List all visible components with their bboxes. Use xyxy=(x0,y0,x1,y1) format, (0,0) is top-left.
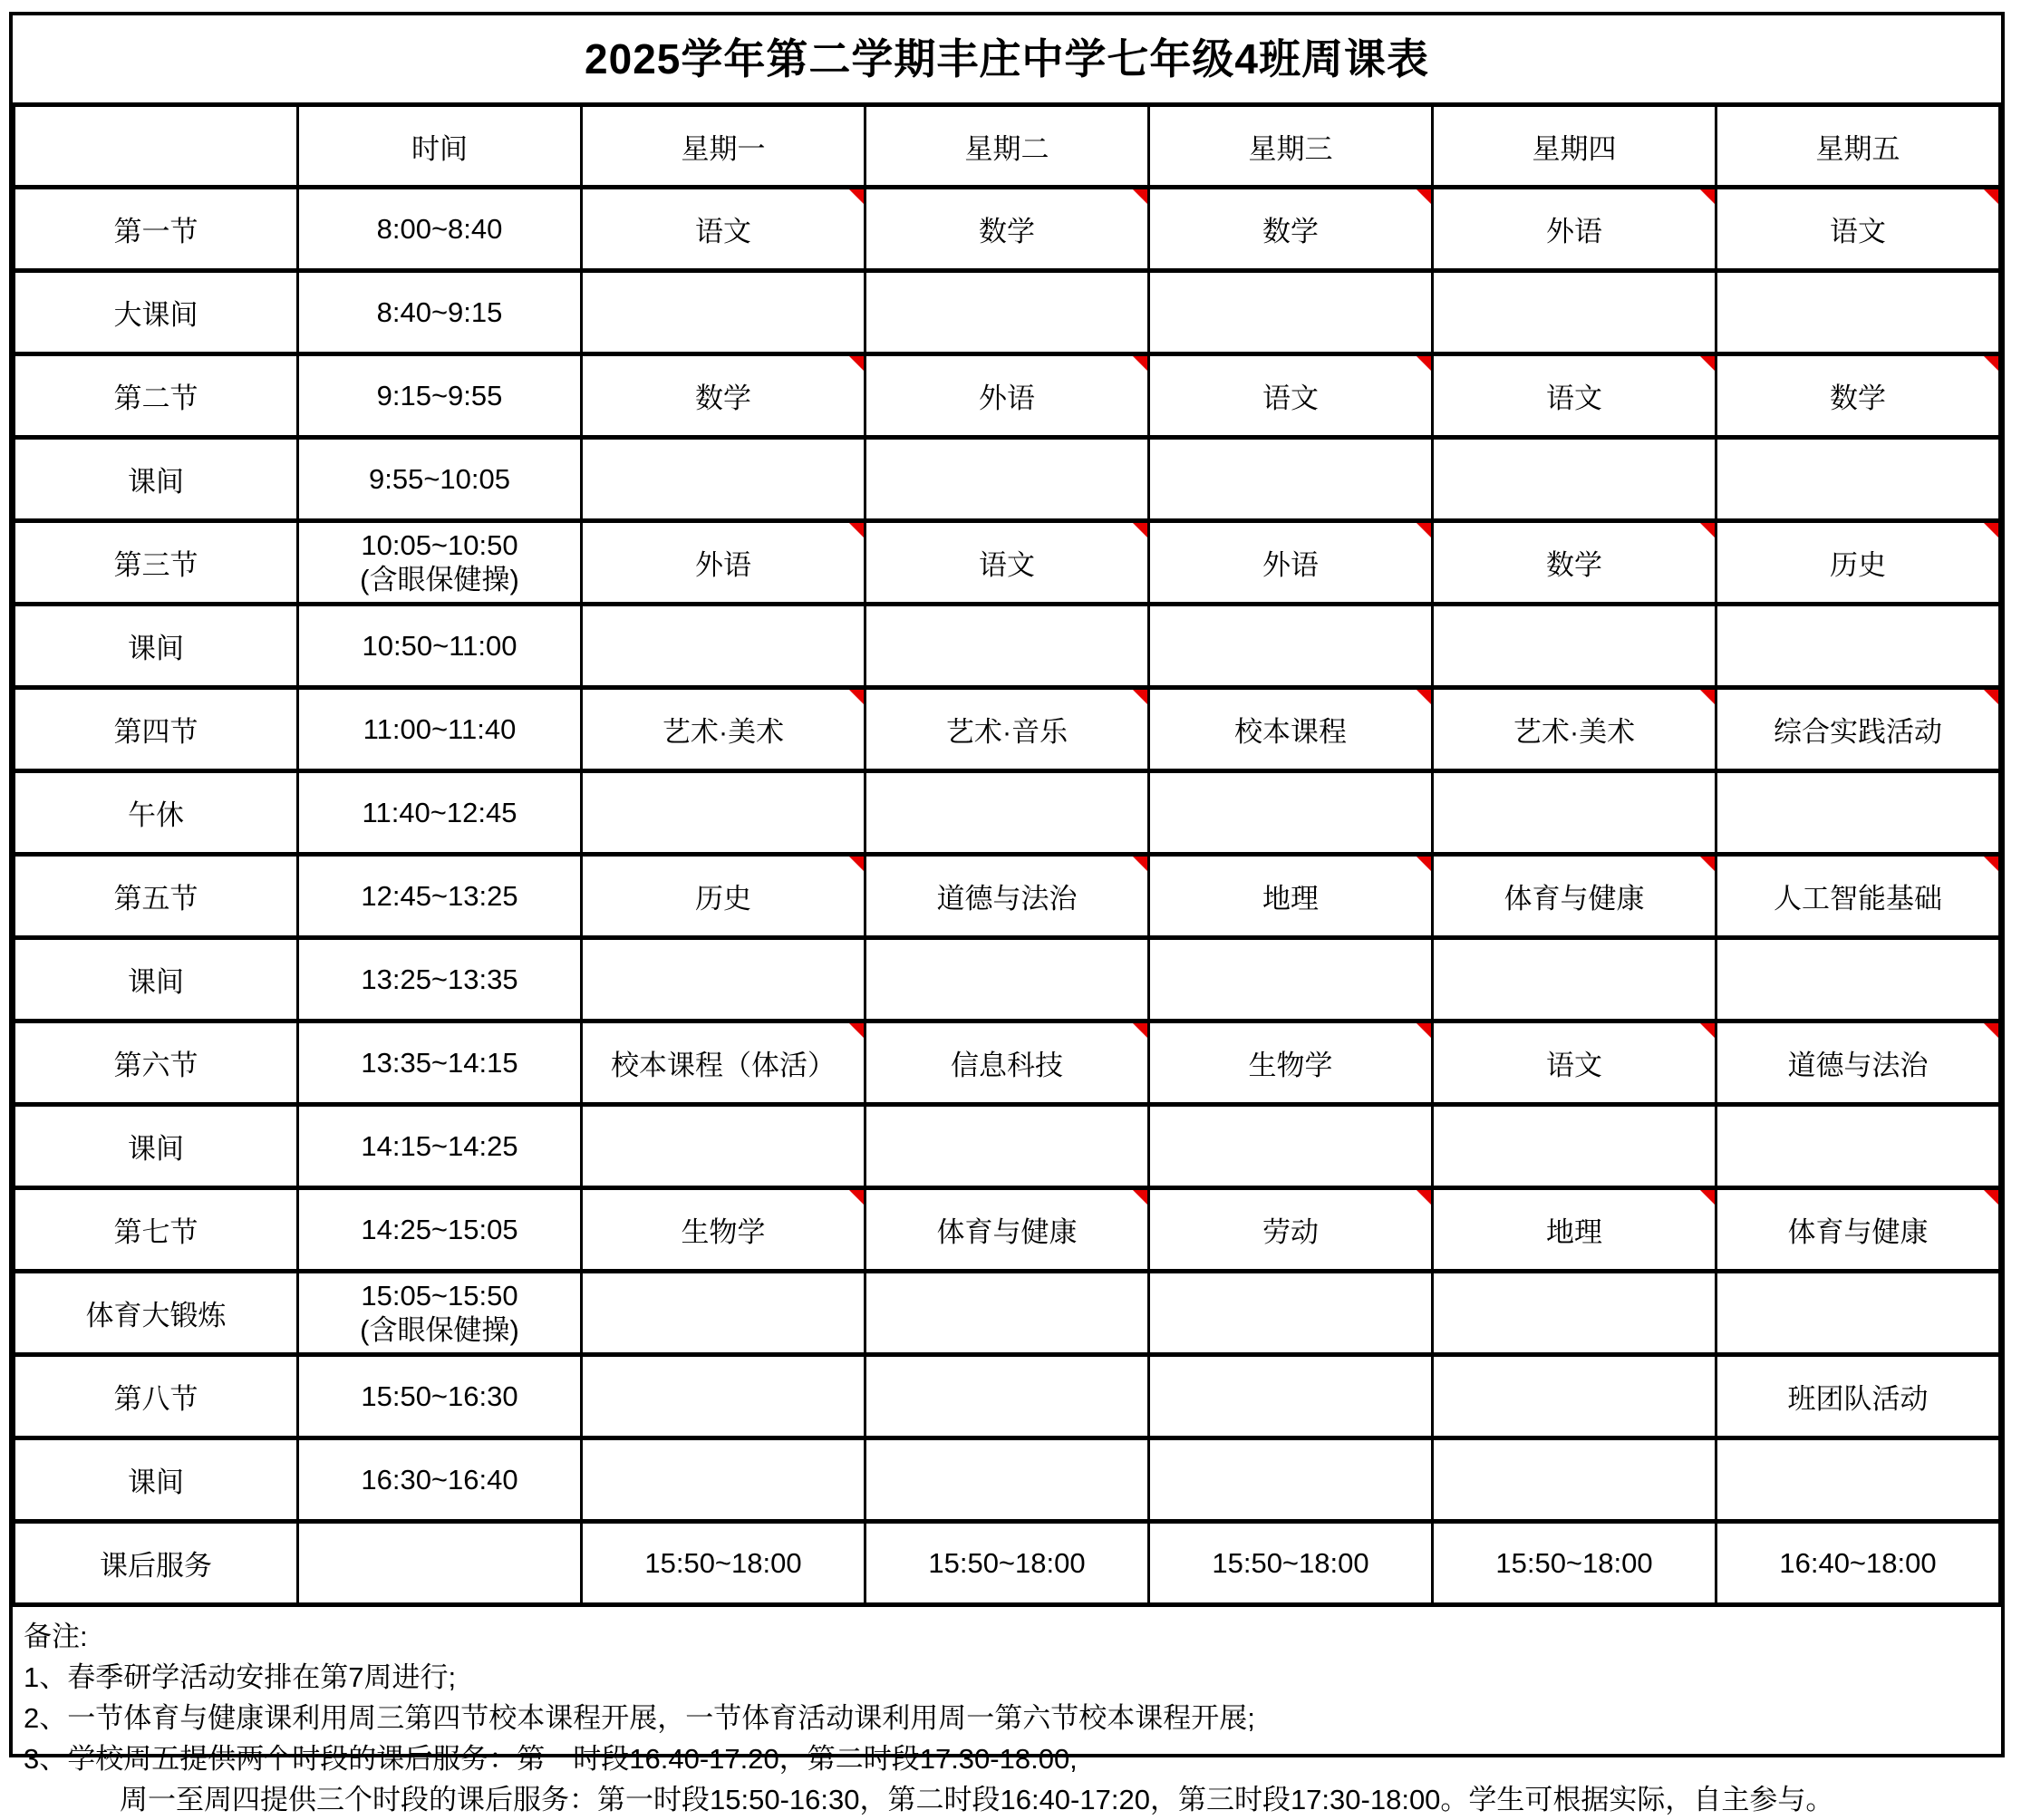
subject-text: 艺术·美术 xyxy=(662,716,785,748)
subject-cell xyxy=(865,1522,1149,1605)
subject-cell xyxy=(1149,1438,1433,1522)
note-line: 3、学校周五提供两个时段的课后服务：第一时段16:40-17:20，第二时段17:30-18:00; xyxy=(24,1743,1078,1775)
time-cell xyxy=(298,354,582,438)
subject-cell xyxy=(1716,521,2000,605)
period-label: 课间 xyxy=(15,1438,298,1522)
table-row xyxy=(15,1105,2000,1188)
table-row xyxy=(15,771,2000,855)
subject-cell xyxy=(582,1021,865,1105)
subject-cell xyxy=(1716,438,2000,521)
column-header-5: 星期四 xyxy=(1433,105,1716,188)
subject-cell xyxy=(1149,1021,1433,1105)
subject-cell xyxy=(582,605,865,688)
subject-text: 外语 xyxy=(1262,549,1319,581)
subject-cell xyxy=(1433,354,1716,438)
time-text: 15:05~15:50 xyxy=(361,1279,518,1312)
comment-marker-icon xyxy=(1417,857,1431,871)
subject-text: 体育与健康 xyxy=(1504,883,1645,915)
table-row xyxy=(15,1438,2000,1522)
subject-cell xyxy=(1433,771,1716,855)
period-label: 第六节 xyxy=(15,1021,298,1105)
time-text: (含眼保健操) xyxy=(360,1313,519,1346)
comment-marker-icon xyxy=(1984,1190,1998,1205)
table-row xyxy=(15,1355,2000,1438)
comment-marker-icon xyxy=(1984,189,1998,204)
table-row xyxy=(15,271,2000,354)
subject-cell xyxy=(582,188,865,271)
header-row xyxy=(15,105,2000,188)
table-row xyxy=(15,1522,2000,1605)
subject-text: 外语 xyxy=(979,382,1035,414)
table-row xyxy=(15,605,2000,688)
time-cell xyxy=(298,855,582,938)
time-text: 15:50~16:30 xyxy=(361,1380,518,1412)
period-label: 大课间 xyxy=(15,271,298,354)
time-cell xyxy=(298,521,582,605)
subject-cell xyxy=(582,1272,865,1355)
subject-cell xyxy=(865,271,1149,354)
time-text: 10:50~11:00 xyxy=(362,629,517,662)
time-text: 16:30~16:40 xyxy=(361,1463,518,1496)
subject-cell xyxy=(865,438,1149,521)
comment-marker-icon xyxy=(1700,690,1715,704)
column-header-6: 星期五 xyxy=(1716,105,2000,188)
comment-marker-icon xyxy=(1133,857,1147,871)
subject-cell xyxy=(1149,1522,1433,1605)
subject-cell xyxy=(582,1188,865,1272)
time-text: 12:45~13:25 xyxy=(361,879,518,912)
subject-text: 外语 xyxy=(695,549,751,581)
subject-cell xyxy=(865,605,1149,688)
subject-cell xyxy=(582,354,865,438)
subject-cell xyxy=(1149,1355,1433,1438)
subject-text: 数学 xyxy=(1830,382,1886,414)
note-line: 备注: xyxy=(24,1621,88,1652)
column-header-3: 星期二 xyxy=(865,105,1149,188)
subject-cell xyxy=(865,938,1149,1021)
subject-cell xyxy=(1716,188,2000,271)
timetable xyxy=(13,102,2001,1607)
subject-cell xyxy=(865,1105,1149,1188)
table-row xyxy=(15,688,2000,771)
corner-header-cell xyxy=(15,105,298,188)
subject-cell xyxy=(582,938,865,1021)
subject-cell xyxy=(1716,605,2000,688)
comment-marker-icon xyxy=(1700,523,1715,537)
subject-cell xyxy=(1149,1105,1433,1188)
comment-marker-icon xyxy=(1700,189,1715,204)
subject-cell xyxy=(582,1355,865,1438)
subject-cell xyxy=(865,1021,1149,1105)
period-label: 第一节 xyxy=(15,188,298,271)
subject-cell xyxy=(1433,1438,1716,1522)
comment-marker-icon xyxy=(1133,1190,1147,1205)
subject-text: 语文 xyxy=(1546,382,1602,414)
column-header-2: 星期一 xyxy=(582,105,865,188)
subject-text: 人工智能基础 xyxy=(1774,883,1942,915)
table-row xyxy=(15,938,2000,1021)
subject-text: 地理 xyxy=(1262,883,1319,915)
subject-cell xyxy=(1149,1188,1433,1272)
comment-marker-icon xyxy=(1133,1023,1147,1038)
time-text: 11:00~11:40 xyxy=(363,712,517,745)
subject-cell xyxy=(1433,1105,1716,1188)
time-cell xyxy=(298,771,582,855)
subject-text: 数学 xyxy=(695,382,751,414)
subject-cell xyxy=(582,1438,865,1522)
time-text: 9:15~9:55 xyxy=(376,379,503,411)
subject-cell xyxy=(1716,1355,2000,1438)
time-cell xyxy=(298,1355,582,1438)
comment-marker-icon xyxy=(1133,523,1147,537)
time-cell xyxy=(298,1522,582,1605)
period-label: 第八节 xyxy=(15,1355,298,1438)
subject-cell xyxy=(582,271,865,354)
subject-text: 综合实践活动 xyxy=(1774,716,1942,748)
subject-text: 生物学 xyxy=(1248,1050,1333,1081)
time-cell xyxy=(298,271,582,354)
time-text: 14:15~14:25 xyxy=(361,1129,518,1162)
note-line: 1、春季研学活动安排在第7周进行; xyxy=(24,1661,457,1693)
time-text: 10:05~10:50 xyxy=(361,528,518,561)
subject-cell xyxy=(1149,188,1433,271)
period-label: 第七节 xyxy=(15,1188,298,1272)
time-cell xyxy=(298,688,582,771)
period-label: 课间 xyxy=(15,605,298,688)
subject-cell xyxy=(1149,1272,1433,1355)
subject-text: 数学 xyxy=(1262,216,1319,247)
comment-marker-icon xyxy=(1984,356,1998,371)
time-cell xyxy=(298,188,582,271)
subject-cell xyxy=(1149,938,1433,1021)
subject-cell xyxy=(1716,771,2000,855)
subject-cell xyxy=(1433,521,1716,605)
notes-block xyxy=(13,1607,2001,1820)
subject-text: 数学 xyxy=(1546,549,1602,581)
subject-text: 语文 xyxy=(979,549,1035,581)
time-text: 11:40~12:45 xyxy=(362,796,517,828)
subject-text: 地理 xyxy=(1546,1216,1602,1248)
subject-text: 历史 xyxy=(1830,549,1886,581)
comment-marker-icon xyxy=(1133,690,1147,704)
comment-marker-icon xyxy=(849,1190,864,1205)
subject-cell xyxy=(582,438,865,521)
comment-marker-icon xyxy=(1417,356,1431,371)
comment-marker-icon xyxy=(1700,857,1715,871)
subject-cell xyxy=(1433,188,1716,271)
subject-text: 校本课程（体活） xyxy=(611,1050,836,1081)
time-cell xyxy=(298,1105,582,1188)
subject-cell xyxy=(1149,354,1433,438)
time-cell xyxy=(298,1188,582,1272)
subject-cell xyxy=(1716,1438,2000,1522)
time-cell xyxy=(298,1272,582,1355)
comment-marker-icon xyxy=(1984,523,1998,537)
comment-marker-icon xyxy=(849,1023,864,1038)
subject-cell xyxy=(582,521,865,605)
comment-marker-icon xyxy=(1417,690,1431,704)
subject-text: 艺术·美术 xyxy=(1513,716,1636,748)
subject-cell xyxy=(1716,855,2000,938)
note-line: 周一至周四提供三个时段的课后服务：第一时段15:50-16:30，第二时段16:40-17:20，第三时段17:30-18:00。学生可根据实际，自主参与。 xyxy=(120,1784,1834,1815)
subject-cell xyxy=(1716,1188,2000,1272)
subject-cell xyxy=(865,1438,1149,1522)
subject-text: 16:40~18:00 xyxy=(1779,1546,1937,1579)
subject-cell xyxy=(1433,1272,1716,1355)
comment-marker-icon xyxy=(1700,1190,1715,1205)
period-label: 课间 xyxy=(15,938,298,1021)
time-text: 8:40~9:15 xyxy=(376,295,503,328)
comment-marker-icon xyxy=(849,690,864,704)
subject-cell xyxy=(1716,1522,2000,1605)
comment-marker-icon xyxy=(849,523,864,537)
time-text: 9:55~10:05 xyxy=(368,462,510,495)
subject-cell xyxy=(1149,438,1433,521)
comment-marker-icon xyxy=(1417,1023,1431,1038)
subject-text: 体育与健康 xyxy=(1787,1216,1929,1248)
time-cell xyxy=(298,1438,582,1522)
subject-text: 历史 xyxy=(695,883,751,915)
time-text: (含眼保健操) xyxy=(360,563,519,595)
table-row xyxy=(15,188,2000,271)
subject-cell xyxy=(865,354,1149,438)
subject-text: 劳动 xyxy=(1262,1216,1319,1248)
subject-cell xyxy=(865,1188,1149,1272)
time-cell xyxy=(298,1021,582,1105)
note-line: 2、一节体育与健康课利用周三第四节校本课程开展，一节体育活动课利用周一第六节校本课程开展; xyxy=(24,1702,1255,1734)
period-label: 课后服务 xyxy=(15,1522,298,1605)
subject-text: 体育与健康 xyxy=(936,1216,1078,1248)
subject-cell xyxy=(1716,688,2000,771)
subject-cell xyxy=(865,855,1149,938)
subject-cell xyxy=(1149,771,1433,855)
subject-text: 外语 xyxy=(1546,216,1602,247)
subject-text: 语文 xyxy=(695,216,751,247)
comment-marker-icon xyxy=(1700,1023,1715,1038)
subject-cell xyxy=(1149,271,1433,354)
subject-cell xyxy=(865,1355,1149,1438)
table-row xyxy=(15,1021,2000,1105)
column-header-1: 时间 xyxy=(298,105,582,188)
period-label: 第四节 xyxy=(15,688,298,771)
period-label: 第三节 xyxy=(15,521,298,605)
subject-text: 艺术·音乐 xyxy=(945,716,1069,748)
comment-marker-icon xyxy=(1417,523,1431,537)
time-cell xyxy=(298,438,582,521)
comment-marker-icon xyxy=(1700,356,1715,371)
subject-cell xyxy=(1716,1021,2000,1105)
subject-text: 15:50~18:00 xyxy=(644,1546,802,1579)
time-text: 13:25~13:35 xyxy=(361,963,518,995)
subject-cell xyxy=(1433,271,1716,354)
period-label: 课间 xyxy=(15,438,298,521)
period-label: 第二节 xyxy=(15,354,298,438)
table-row xyxy=(15,855,2000,938)
table-row xyxy=(15,1188,2000,1272)
period-label: 体育大锻炼 xyxy=(15,1272,298,1355)
comment-marker-icon xyxy=(849,189,864,204)
subject-cell xyxy=(1716,354,2000,438)
subject-cell xyxy=(582,688,865,771)
table-row xyxy=(15,438,2000,521)
comment-marker-icon xyxy=(1133,189,1147,204)
subject-cell xyxy=(582,1105,865,1188)
period-label: 第五节 xyxy=(15,855,298,938)
subject-cell xyxy=(1716,271,2000,354)
period-label: 午休 xyxy=(15,771,298,855)
subject-cell xyxy=(1433,1021,1716,1105)
period-label: 课间 xyxy=(15,1105,298,1188)
subject-cell xyxy=(1716,938,2000,1021)
subject-text: 数学 xyxy=(979,216,1035,247)
subject-text: 生物学 xyxy=(681,1216,766,1248)
comment-marker-icon xyxy=(1984,690,1998,704)
time-cell xyxy=(298,938,582,1021)
subject-text: 班团队活动 xyxy=(1787,1383,1929,1415)
page-title: 2025学年第二学期丰庄中学七年级4班周课表 xyxy=(585,35,1429,82)
subject-cell xyxy=(1433,1355,1716,1438)
subject-cell xyxy=(1433,438,1716,521)
comment-marker-icon xyxy=(1133,356,1147,371)
subject-cell xyxy=(1716,1105,2000,1188)
subject-cell xyxy=(1433,1522,1716,1605)
subject-cell xyxy=(1149,521,1433,605)
subject-cell xyxy=(1716,1272,2000,1355)
subject-text: 15:50~18:00 xyxy=(1212,1546,1369,1579)
subject-cell xyxy=(1433,605,1716,688)
subject-cell xyxy=(865,521,1149,605)
timetable-sheet xyxy=(9,12,2005,1815)
subject-cell xyxy=(582,855,865,938)
subject-text: 道德与法治 xyxy=(1787,1050,1929,1081)
subject-cell xyxy=(1149,855,1433,938)
subject-cell xyxy=(1149,688,1433,771)
table-row xyxy=(15,354,2000,438)
column-header-4: 星期三 xyxy=(1149,105,1433,188)
subject-text: 校本课程 xyxy=(1234,716,1347,748)
subject-cell xyxy=(865,771,1149,855)
subject-text: 道德与法治 xyxy=(936,883,1078,915)
subject-text: 语文 xyxy=(1262,382,1319,414)
subject-cell xyxy=(865,1272,1149,1355)
comment-marker-icon xyxy=(1984,1023,1998,1038)
subject-cell xyxy=(1433,688,1716,771)
subject-cell xyxy=(1433,855,1716,938)
subject-text: 信息科技 xyxy=(951,1050,1063,1081)
time-text: 13:35~14:15 xyxy=(361,1046,518,1079)
time-cell xyxy=(298,605,582,688)
time-text: 14:25~15:05 xyxy=(361,1213,518,1245)
subject-cell xyxy=(1433,938,1716,1021)
subject-text: 15:50~18:00 xyxy=(928,1546,1086,1579)
comment-marker-icon xyxy=(849,857,864,871)
subject-cell xyxy=(582,1522,865,1605)
comment-marker-icon xyxy=(1417,189,1431,204)
table-row xyxy=(15,1272,2000,1355)
comment-marker-icon xyxy=(1417,1190,1431,1205)
comment-marker-icon xyxy=(1984,857,1998,871)
subject-cell xyxy=(1433,1188,1716,1272)
subject-cell xyxy=(582,771,865,855)
subject-cell xyxy=(865,188,1149,271)
subject-cell xyxy=(865,688,1149,771)
subject-text: 15:50~18:00 xyxy=(1495,1546,1653,1579)
subject-text: 语文 xyxy=(1546,1050,1602,1081)
time-text: 8:00~8:40 xyxy=(376,212,503,245)
subject-text: 语文 xyxy=(1830,216,1886,247)
subject-cell xyxy=(1149,605,1433,688)
comment-marker-icon xyxy=(849,356,864,371)
table-row xyxy=(15,521,2000,605)
